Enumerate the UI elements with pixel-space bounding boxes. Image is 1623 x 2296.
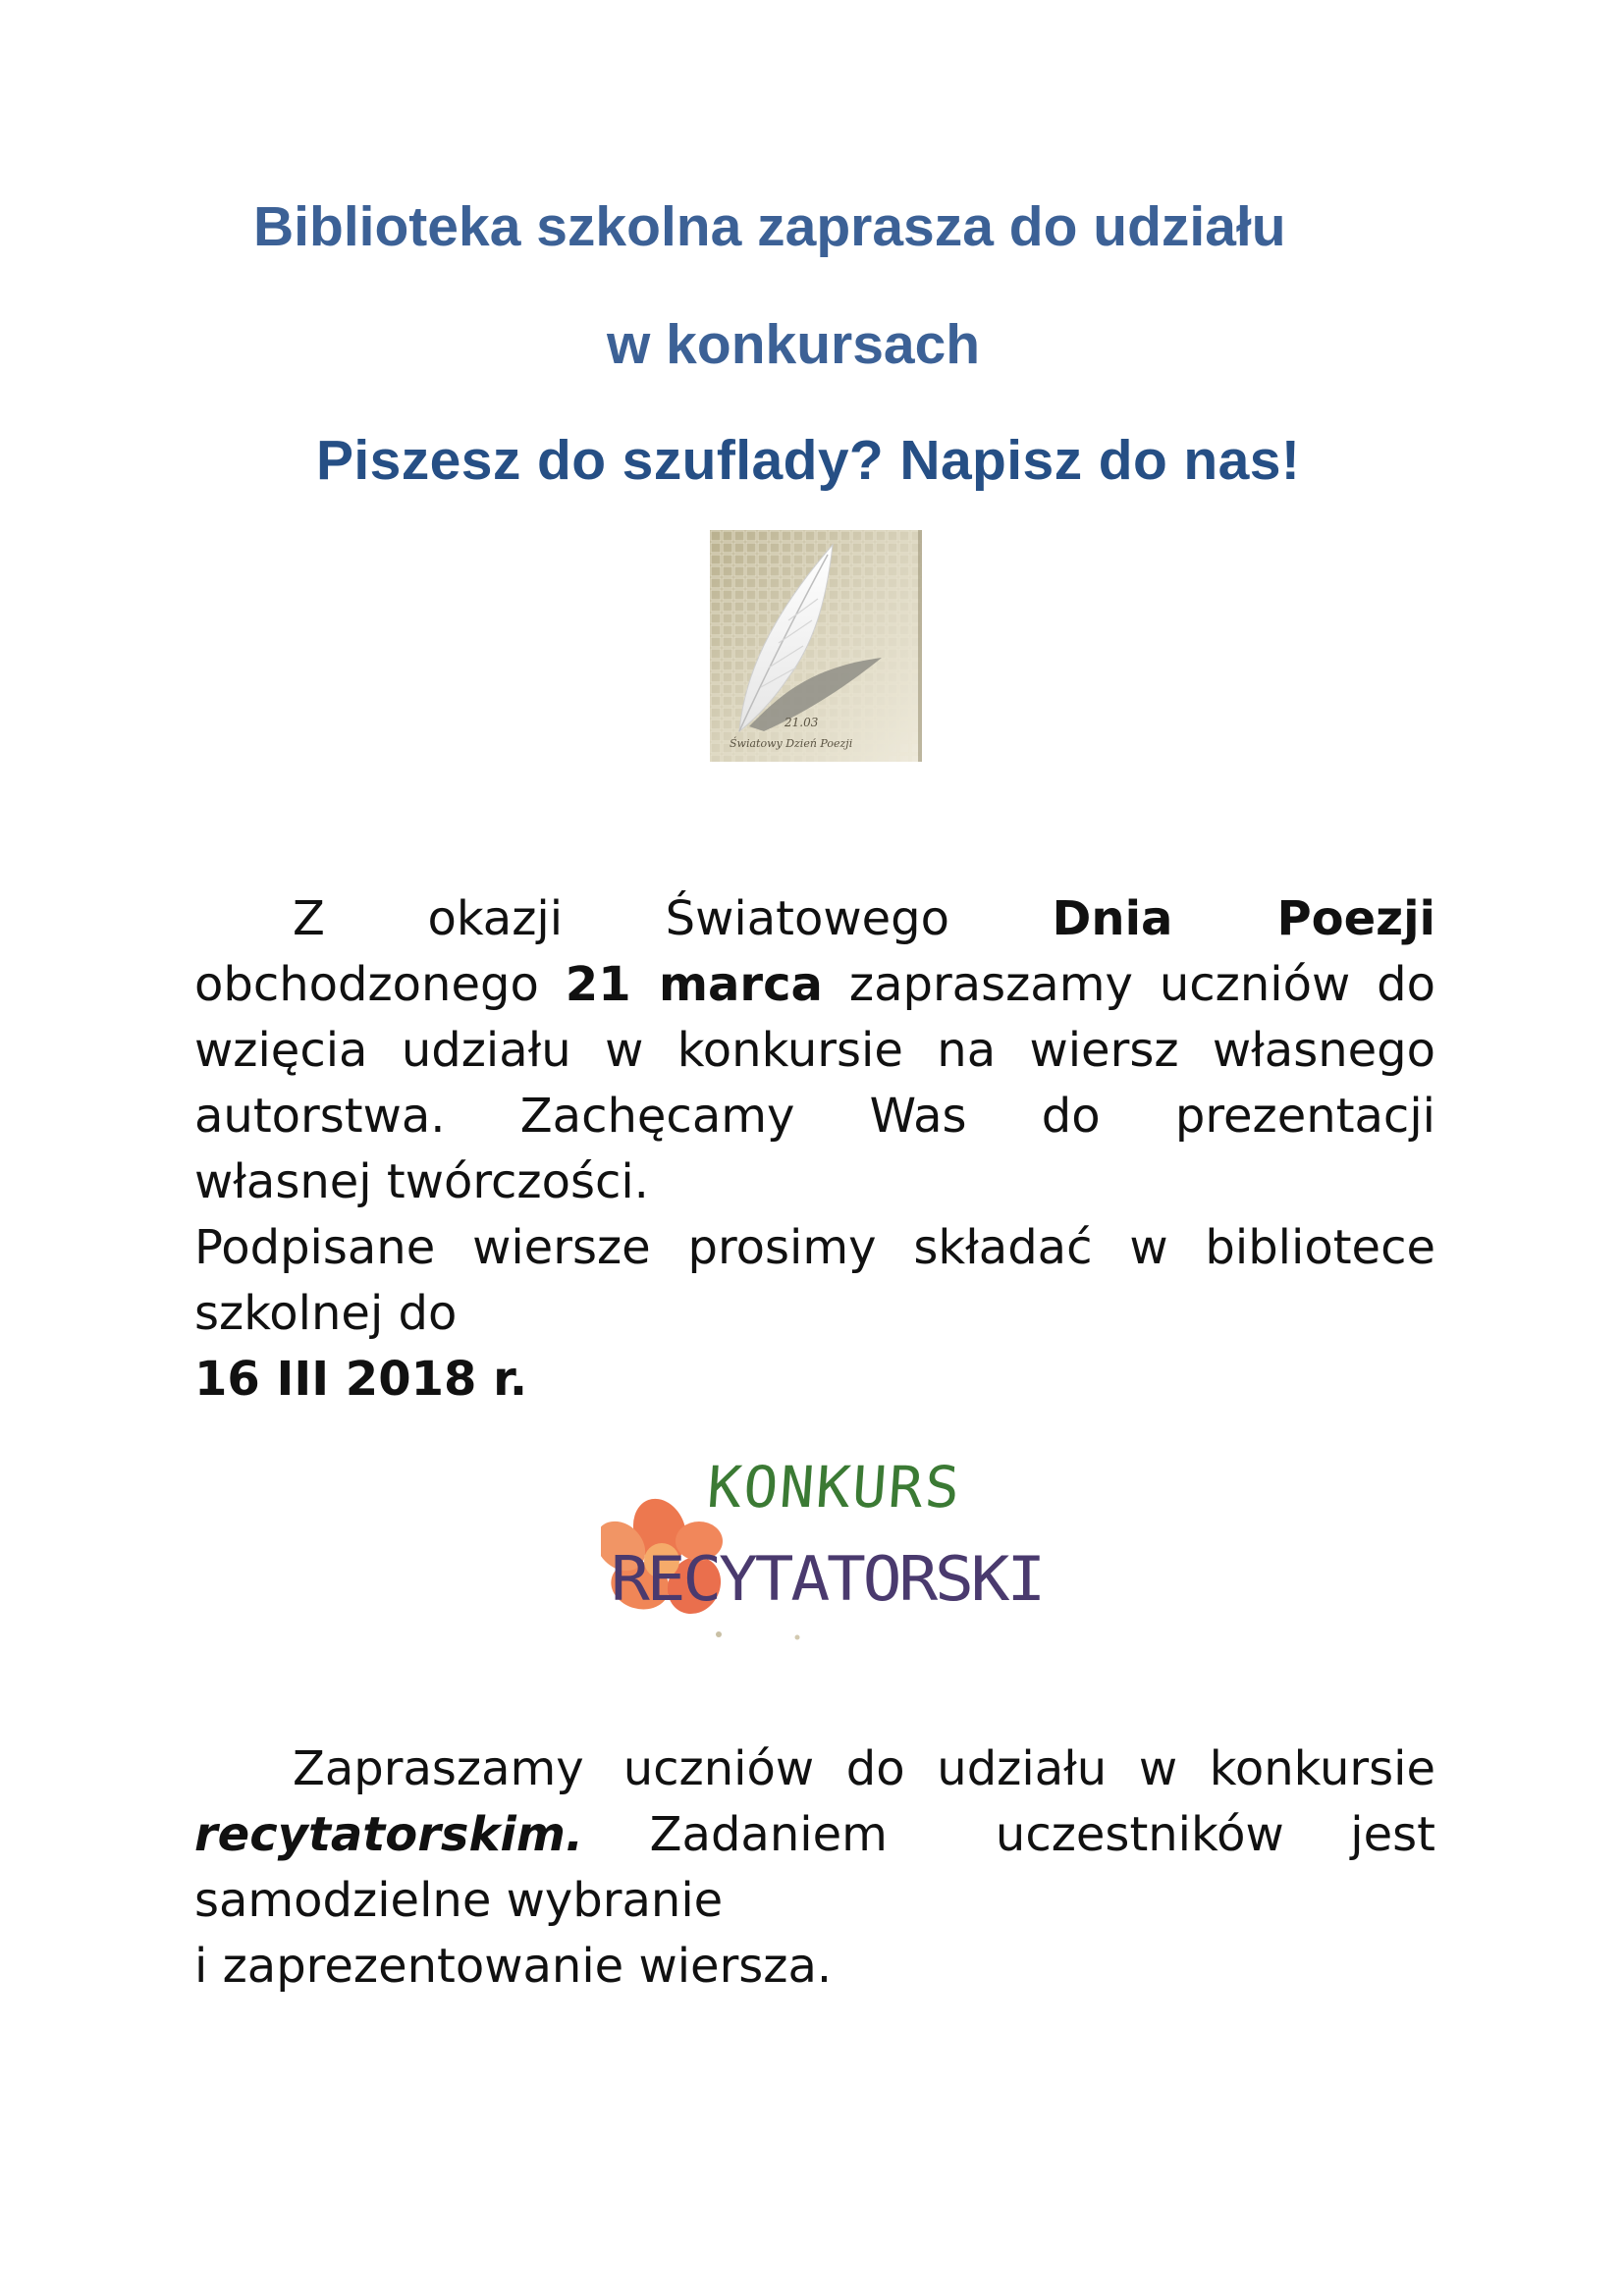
- poetry-line-3: wzięcia udziału w konkursie na wiersz własnego: [194, 1023, 1435, 1078]
- konkurs-recytatorski-image: [601, 1438, 1053, 1646]
- poetry-line-5: własnej twórczości.: [194, 1154, 649, 1209]
- recitation-line-3: samodzielne wybranie: [194, 1873, 724, 1928]
- quill-image: [710, 530, 922, 762]
- poetry-line-1: Z okazji Światowego Dnia Poezji: [293, 891, 1436, 946]
- recitation-line-2: recytatorskim. Zadaniem uczestników jest: [194, 1807, 1435, 1862]
- poetry-line-4: autorstwa. Zachęcamy Was do prezentacji: [194, 1089, 1435, 1144]
- highlight-date: 21 marca: [565, 957, 823, 1012]
- highlight-recitation: recytatorskim.: [194, 1807, 584, 1862]
- recytatorski-word: RECYTATORSKI: [611, 1543, 1043, 1615]
- heading-competitions: w konkursach: [607, 313, 981, 376]
- poetry-line-7: szkolnej do: [194, 1286, 458, 1341]
- konkurs-word: KONKURS: [705, 1454, 964, 1521]
- deadline-date: 16 III 2018 r.: [194, 1352, 528, 1407]
- heading-invitation: Biblioteka szkolna zaprasza do udziału: [253, 195, 1286, 258]
- recitation-line-1: Zapraszamy uczniów do udziału w konkursie: [293, 1741, 1435, 1796]
- recitation-line-4: i zaprezentowanie wiersza.: [194, 1939, 833, 1994]
- highlight-poetry-day: Dnia Poezji: [1052, 891, 1436, 946]
- recitation-competition-paragraph: [194, 1736, 1435, 2000]
- heading-slogan: Piszesz do szuflady? Napisz do nas!: [316, 429, 1301, 492]
- poetry-competition-paragraph: [194, 886, 1435, 1413]
- quill-caption: Światowy Dzień Poezji: [730, 737, 853, 750]
- quill-date-text: 21.03: [784, 716, 819, 729]
- poetry-line-6: Podpisane wiersze prosimy składać w bibliotece: [194, 1220, 1435, 1275]
- poetry-line-2: obchodzonego 21 marca zapraszamy uczniów do: [194, 957, 1436, 1012]
